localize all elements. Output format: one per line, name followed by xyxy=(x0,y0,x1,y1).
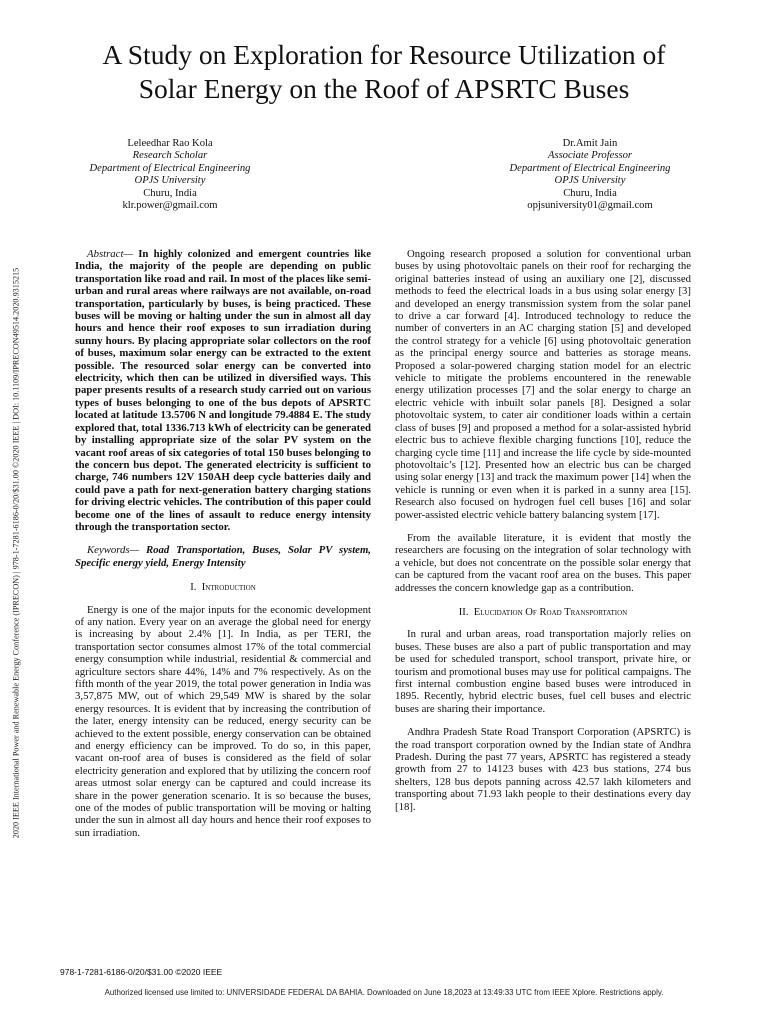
side-identifier-text: 2020 IEEE International Power and Renewable Energy Conference (IPRECON) | 978-1-7281-6186-0/20/$31.00 ©2020 IEEE | DOI: 10.1109/IPRECON49514.2020.9315215 xyxy=(11,267,21,839)
section-number: II. xyxy=(458,606,469,618)
author-location: Churu, India xyxy=(143,187,197,199)
paper-title xyxy=(40,38,728,106)
footer-copyright: 978-1-7281-6186-0/20/$31.00 ©2020 IEEE xyxy=(60,967,223,977)
section-title: Elucidation Of Road Transportation xyxy=(473,606,628,618)
section-title: Introduction xyxy=(201,582,256,594)
author-position: Research Scholar xyxy=(132,150,208,162)
author-email: opjsuniversity01@gmail.com xyxy=(527,200,653,212)
keywords-lead: Keywords— xyxy=(87,544,140,557)
apsrtc-paragraph: Andhra Pradesh State Road Transport Corporation (APSRTC) is the road transport corporation owned by the Indian state of Andhra Pradesh. During the past 77 years, APSRTC has registered a steady growth from 27 to 14123 buses with 423 bus stations, 274 bus shelters, 128 bus depots panning across 42.57 lakh kilometers and transporting about 71.93 lakh people to their destinations every day [18]. xyxy=(395,726,691,813)
title-line-1: A Study on Exploration for Resource Utilization of xyxy=(102,39,666,70)
author-position: Associate Professor xyxy=(547,150,633,162)
right-column xyxy=(395,248,691,813)
knowledge-gap-paragraph: From the available literature, it is evident that mostly the researchers are focusing on the integration of solar technology with a vehicle, but does not concentrate on the possible solar energy that can be captured from the vacant roof area on the buses. This paper addresses the concern knowledge gap as a contribution. xyxy=(395,531,691,594)
side-identifier xyxy=(9,172,23,934)
author-block-2 xyxy=(460,138,720,212)
section-heading-road-transportation xyxy=(395,607,691,619)
author-block-1 xyxy=(40,138,300,212)
abstract-text: In highly colonized and emergent countries like India, the majority of the people are depending on public transportation like road and rail. In most of the places like semi-urban and rural areas where railways are not available, on-road transportation, particularly by buses, is being practiced. These buses will be moving or halting under the sun in almost all day hours and hence their roof exposes to sun irradiation during sunny hours. By placing appropriate solar collectors on the roof of buses, maximum solar energy can be extracted to the extent possible. The resourced solar energy can be converted into electricity, which then can be utilized in diversified ways. This paper presents results of a research study carried out on various types of buses belonging to one of the bus depots of APSRTC located at latitude 13.5706 N and longitude 79.4884 E. The study explored that, total 1336.713 kWh of electricity can be generated by installing appropriate size of the solar PV system on the vacant roof areas of six categories of total 150 buses belonging to the concern bus depot. The generated electricity is sufficient to charge, 746 numbers 12V 150AH deep cycle batteries daily and could pave a path for next-generation battery charging stations for driving electric vehicles. The contribution of this paper could become one of the lines of assault to reduce energy intensity through the transportation sector. xyxy=(75,248,371,533)
author-location: Churu, India xyxy=(563,187,617,199)
title-line-2: Solar Energy on the Roof of APSRTC Buses xyxy=(138,73,630,104)
abstract-lead: Abstract— xyxy=(87,248,133,260)
literature-paragraph: Ongoing research proposed a solution for conventional urban buses by using photovoltaic panels on their roof for recharging the original batteries instead of using an auxiliary one [2], discussed methods to feed the electrical loads in a bus using solar energy [3] and developed an energy transmission system from the solar panel to drive a car forward [4]. Introduced technology to reduce the number of converters in an AC charging station [5] and developed the control strategy for a vehicle [6] using photovoltaic generation as the principal energy source and batteries as storage means. Proposed a solar-powered charging station model for an electric vehicle to mitigate the problems encountered in the renewable energy utilization processes [7] and the solar energy to charge an electric vehicle with inbuilt solar panels [8]. Designed a solar photovoltaic system, to cater air conditioner loads within a certain class of buses [9] and proposed a method for a solar-assisted hybrid electric bus to achieve flexible charging functions [10], reduce the charging cycle time [11] and increase the life cycle by side-mounted photovoltaic’s [12]. Presented how an electric bus can be charged using solar energy [13] and track the maximum power [14] when the vehicle is running or even when it is parked in a sunny area [15]. Research also focused on hydrogen fuel cell buses [16] and solar power-assisted electric vehicle battery balancing system [17]. xyxy=(395,248,691,521)
keywords xyxy=(75,544,371,569)
author-university: OPJS University xyxy=(554,175,626,187)
keywords-text: Road Transportation, Buses, Solar PV system, Specific energy yield, Energy Intensity xyxy=(75,544,371,569)
license-notice: Authorized licensed use limited to: UNIVERSIDADE FEDERAL DA BAHIA. Downloaded on June 18,2023 at 13:49:33 UTC from IEEE Xplore. Restrictions apply. xyxy=(104,988,664,997)
author-name: Leleedhar Rao Kola xyxy=(127,138,213,149)
section-number: I. xyxy=(190,582,197,594)
abstract xyxy=(75,248,371,533)
author-university: OPJS University xyxy=(134,175,206,187)
author-name: Dr.Amit Jain xyxy=(562,138,618,149)
author-department: Department of Electrical Engineering xyxy=(509,162,671,174)
intro-paragraph: Energy is one of the major inputs for the economic development of any nation. Every year on an average the global need for energy is increasing by about 2.4% [1]. In India, as per TERI, the transportation sector consumes almost 17% of the total commercial energy consumption while industrial, residential & commercial and agriculture sectors share 44%, 14% and 7% respectively. As on the fifth month of the year 2019, the total power generation in India was 3,57,875 MW, out of which 29,549 MW is shared by the solar energy resources. It is evident that by increasing the contribution of the later, energy intensity can be reduced, energy security can be achieved to the extent possible, energy conservation can be obtained and energy efficiency can be improved. To do so, in this paper, vacant on-roof area of buses is considered as the field of solar electricity generation and explored that by utilizing the concern roof areas utmost solar energy can be captured and could increase its share in the power generation scenario. It is so because the buses, one of the modes of public transportation will be moving or halting under the sun in almost all day hours and hence their roof exposes to sun irradiation. xyxy=(75,603,371,839)
author-email: klr.power@gmail.com xyxy=(122,200,218,212)
left-column xyxy=(75,248,371,839)
section-heading-introduction xyxy=(75,582,371,594)
author-department: Department of Electrical Engineering xyxy=(89,162,251,174)
road-transport-paragraph: In rural and urban areas, road transportation majorly relies on buses. These buses are also a part of public transportation and may be used for scheduled transport, school transport, private hire, or tourism and promotional buses may use for political campaigns. The first internal combustion engine based buses were introduced in 1895. Recently, hybrid electric buses, fuel cell buses and electric buses are sharing their importance. xyxy=(395,628,691,715)
